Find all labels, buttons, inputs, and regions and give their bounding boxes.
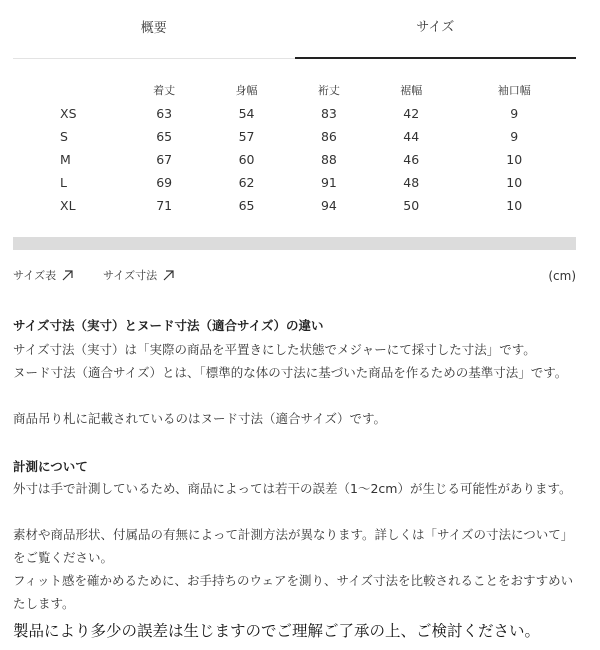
paragraph: 素材や商品形状、付属品の有無によって計測方法が異なります。詳しくは「サイズの寸法について」をご覧ください。 [13,527,574,565]
paragraph: 外寸は手で計測しているため、商品によっては若干の誤差（1〜2cm）が生じる可能性があります。 [13,481,572,496]
table-cell: 9 [510,106,519,121]
table-row [13,102,576,125]
size-label: L [60,175,67,190]
size-label: XS [60,106,77,121]
size-measure-link[interactable] [103,267,174,283]
table-cell: 65 [238,198,255,213]
horizontal-scrollbar[interactable] [13,237,576,250]
size-label: M [60,152,71,167]
tab-size[interactable]: サイズ [295,0,577,59]
table-header-cell: 着丈 [153,84,176,97]
table-cell: 50 [403,198,420,213]
table-cell: 67 [156,152,173,167]
table-header-cell: 裄丈 [317,84,340,97]
table-header-cell: 裾幅 [400,84,423,97]
table-cell: 9 [510,129,519,144]
table-cell: 10 [506,152,523,167]
table-cell: 69 [156,175,173,190]
size-label: XL [60,198,76,213]
section-title-measurement: 計測について [13,459,88,474]
table-cell: 48 [403,175,420,190]
table-cell: 86 [320,129,337,144]
tab-overview[interactable]: 概要 [140,20,167,36]
size-measure-link-label: サイズ寸法 [103,269,158,282]
table-header-cell: 身幅 [235,84,258,97]
table-row [13,194,576,217]
table-cell: 42 [403,106,420,121]
table-cell: 88 [320,152,337,167]
paragraph: サイズ寸法（実寸）は「実際の商品を平置きにした状態でメジャーにて採寸した寸法」です。 [13,342,536,357]
disclaimer-text: 製品により多少の誤差は生じますのでご理解ご了承の上、ご検討ください。 [13,622,541,640]
table-header-cell [13,78,123,102]
size-chart-link-label: サイズ表 [13,269,57,282]
arrow-up-right-icon [62,270,73,281]
table-cell: 60 [238,152,255,167]
unit-label: (cm) [548,269,576,283]
size-table [13,78,576,217]
table-cell: 10 [506,198,523,213]
table-cell: 63 [156,106,173,121]
paragraph: 商品吊り札に記載されているのはヌード寸法（適合サイズ）です。 [13,411,387,426]
table-cell: 94 [320,198,337,213]
table-cell: 46 [403,152,420,167]
table-cell: 54 [238,106,255,121]
table-header-cell: 袖口幅 [497,84,531,97]
table-header-row [13,78,576,102]
section-title-size-difference: サイズ寸法（実寸）とヌード寸法（適合サイズ）の違い [13,318,324,333]
table-cell: 71 [156,198,173,213]
tab-bar [13,0,576,59]
size-label: S [60,129,68,144]
table-cell: 65 [156,129,173,144]
table-cell: 83 [320,106,337,121]
table-cell: 57 [238,129,255,144]
table-row [13,171,576,194]
table-cell: 62 [238,175,255,190]
paragraph: ヌード寸法（適合サイズ）とは、「標準的な体の寸法に基づいた商品を作るための基準寸法」です。 [13,365,568,380]
arrow-up-right-icon [163,270,174,281]
table-row [13,148,576,171]
table-cell: 44 [403,129,420,144]
size-chart-link[interactable] [13,267,73,283]
table-cell: 10 [506,175,523,190]
size-links [13,267,576,287]
paragraph: フィット感を確かめるために、お手持ちのウェアを測り、サイズ寸法を比較されることをおすすめいたします。 [13,573,574,611]
table-cell: 91 [320,175,337,190]
table-row [13,125,576,148]
